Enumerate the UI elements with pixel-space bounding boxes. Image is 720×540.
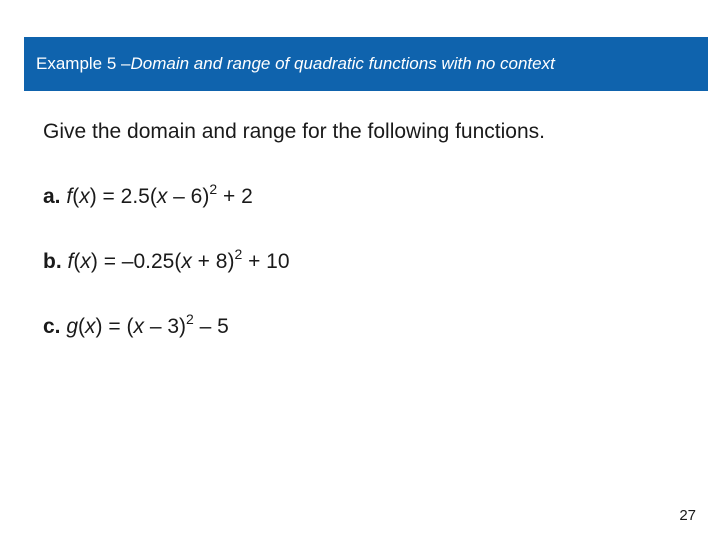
problem-b: b. $f(x) = -0.25(x + 8)^2 + 10$	[43, 246, 290, 273]
variable: x	[133, 315, 144, 338]
equation-part: + 8)	[191, 250, 235, 273]
function-argument: x	[79, 185, 90, 208]
function-name: f	[67, 250, 74, 273]
slide-title: Domain and range of quadratic functions with no context	[130, 54, 555, 73]
title-prefix: Example 5 –	[36, 54, 131, 73]
equation-part: = (	[102, 315, 134, 338]
function-argument: x	[85, 315, 96, 338]
function-argument: x	[80, 250, 91, 273]
function-name: g	[66, 315, 79, 338]
page-number: 27	[679, 507, 696, 524]
problem-label: a.	[43, 185, 61, 208]
equation-part: = –0.25(	[97, 250, 182, 273]
equation-part: – 6)	[167, 185, 210, 208]
problem-label: c.	[43, 315, 61, 338]
equation-part: + 2	[217, 185, 253, 208]
exponent: 2	[186, 311, 194, 327]
title-bar	[24, 37, 708, 91]
variable: x	[181, 250, 192, 273]
equation-part: + 10	[242, 250, 290, 273]
equation-part: – 5	[193, 315, 229, 338]
exponent: 2	[234, 246, 243, 262]
exponent: 2	[209, 181, 218, 197]
problem-c: c. g(x) = (x – 3)$^2$ – 5	[43, 311, 229, 338]
problem-a: a. f(x) = 2.5(x – 6)$^2$ + 2	[43, 181, 253, 208]
function-name: f	[66, 185, 73, 208]
instructions: Give the domain and range for the following functions.	[43, 120, 545, 143]
variable: x	[156, 185, 168, 208]
equation-part: – 3)	[143, 315, 187, 338]
equation-part: = 2.5(	[96, 185, 157, 208]
problem-label: b.	[43, 250, 62, 273]
